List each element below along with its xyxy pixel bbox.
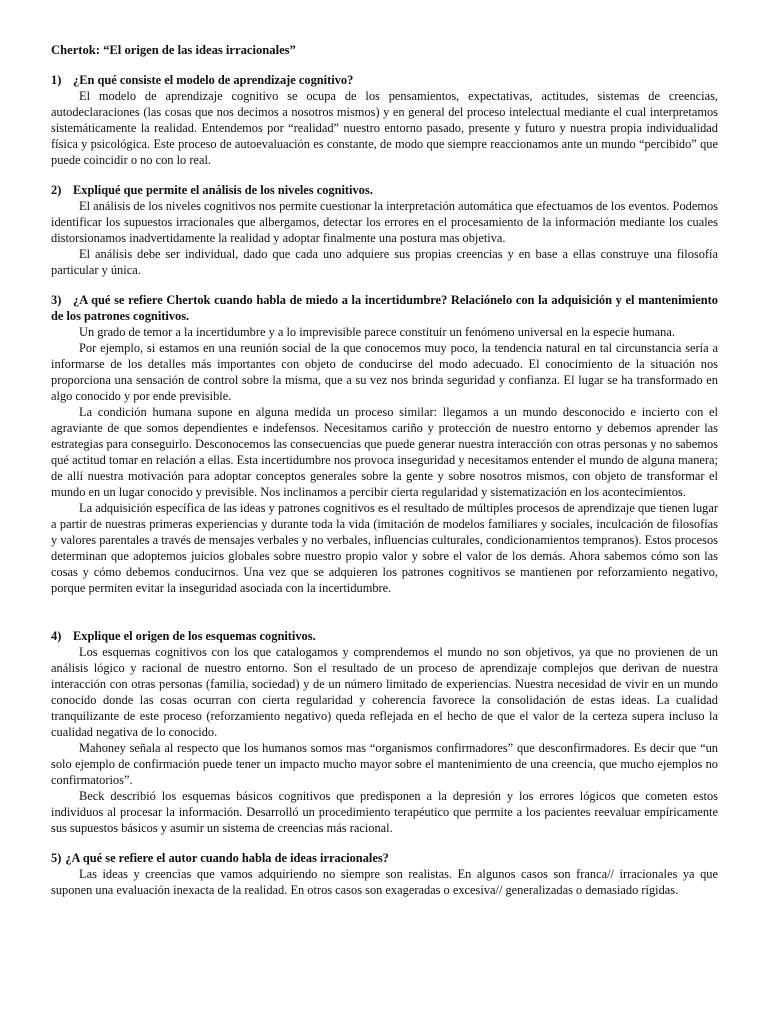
paragraph: El modelo de aprendizaje cognitivo se ocupa de los pensamientos, expectativas, actitudes, sistemas de creencias, autodeclaraciones (las cosas que nos decimos a nosotros mismos) y en general del proceso intelectual mediante el cual interpretamos sistemáticamente la realidad. Entendemos por “realidad” nuestro entorno pasado, presente y futuro y nuestra propia individualidad física y psicológica. Este proceso de autoevaluación es constante, de modo que siempre reaccionamos ante un mundo “percibido” que puede coincidir o no con lo real. (51, 89, 718, 167)
section-1 (51, 72, 718, 168)
section-heading-text: ¿A qué se refiere Chertok cuando habla de miedo a la incertidumbre? Relaciónelo con la adquisición y el mantenimiento de los patrones cognitivos. (51, 293, 718, 323)
paragraph: La adquisición específica de las ideas y patrones cognitivos es el resultado de múltiples procesos de aprendizaje que tienen lugar a partir de nuestras primeras experiencias y durante toda la vida (imitación de modelos familiares y sociales, inculcación de filosofías y valores parentales a través de mensajes verbales y no verbales, influencias culturales, condicionamientos tempranos). Estos procesos determinan que adoptemos juicios globales sobre nuestro propio valor y sobre el valor de los demás. Ahora sabemos cómo son las cosas y cómo debemos conducirnos. Una vez que se adquieren los patrones cognitivos se mantienen por reforzamiento negativo, porque permiten evitar la inseguridad asociada con la incertidumbre. (51, 501, 718, 595)
section-number: 5) (51, 851, 62, 865)
section-5 (51, 850, 718, 898)
section-heading (51, 628, 718, 644)
section-number: 1) (51, 73, 62, 87)
section-heading-text: ¿En qué consiste el modelo de aprendizaje cognitivo? (73, 73, 354, 87)
paragraph: El análisis de los niveles cognitivos nos permite cuestionar la interpretación automática que efectuamos de los eventos. Podemos identificar los supuestos irracionales que albergamos, detectar los errores en el procesamiento de la información mediante los cuales distorsionamos inadvertidamente la realidad y adoptar finalmente una postura mas objetiva. (51, 199, 718, 245)
section-heading (51, 182, 718, 198)
section-heading (51, 72, 718, 88)
section-heading (51, 850, 718, 866)
paragraph: El análisis debe ser individual, dado que cada uno adquiere sus propias creencias y en base a ellas construye una filosofía particular y única. (51, 247, 718, 277)
section-number: 4) (51, 629, 62, 643)
section-number: 2) (51, 183, 62, 197)
section-heading-text: ¿A qué se refiere el autor cuando habla de ideas irracionales? (65, 851, 389, 865)
section-heading-text: Expliqué que permite el análisis de los niveles cognitivos. (73, 183, 373, 197)
paragraph: Beck describió los esquemas básicos cognitivos que predisponen a la depresión y los errores lógicos que cometen estos individuos al procesar la información. Desarrolló un procedimiento terapéutico que permite a los pacientes reevaluar empíricamente sus supuestos básicos y asumir un sistema de creencias más racional. (51, 789, 718, 835)
paragraph: Por ejemplo, si estamos en una reunión social de la que conocemos muy poco, la tendencia natural en tal circunstancia sería a informarse de los detalles más importantes con objeto de conducirse del modo adecuado. El conocimiento de la situación nos proporciona una sensación de control sobre la misma, que a su vez nos brinda seguridad y confianza. El lugar se ha transformado en algo conocido y por ende previsible. (51, 341, 718, 403)
paragraph: Un grado de temor a la incertidumbre y a lo imprevisible parece constituir un fenómeno universal en la especie humana. (79, 325, 675, 339)
section-heading (51, 292, 718, 324)
paragraph: Las ideas y creencias que vamos adquiriendo no siempre son realistas. En algunos casos son franca// irracionales ya que suponen una evaluación inexacta de la realidad. En otros casos son exageradas o excesiva// generalizadas o demasiado rígidas. (51, 867, 718, 897)
paragraph: Mahoney señala al respecto que los humanos somos mas “organismos confirmadores” que desconfirmadores. Es decir que “un solo ejemplo de confirmación puede tener un impacto mucho mayor sobre el mantenimiento de una creencia, que mucho ejemplos no confirmatorios”. (51, 741, 718, 787)
section-number: 3) (51, 293, 62, 307)
paragraph: Los esquemas cognitivos con los que catalogamos y comprendemos el mundo no son objetivos, ya que no provienen de un análisis lógico y racional de nuestro entorno. Son el resultado de un proceso de aprendizaje complejos que derivan de nuestra interacción con otras personas (familia, sociedad) y de un número limitado de experiencias. Nuestra necesidad de vivir en un mundo conocido donde las cosas ocurran con cierta regularidad y coherencia favorece la consolidación de estas ideas. La cualidad tranquilizante de este proceso (reforzamiento negativo) queda reflejada en el hecho de que el valor de la certeza supera incluso la cualidad negativa de lo conocido. (51, 645, 718, 739)
section-4 (51, 628, 718, 836)
section-heading-text: Explique el origen de los esquemas cognitivos. (73, 629, 316, 643)
paragraph: La condición humana supone en alguna medida un proceso similar: llegamos a un mundo desconocido e incierto con el agraviante de que somos dependientes e indefensos. Necesitamos cariño y protección de nuestro entorno y debemos aprender las estrategias para conseguirlo. Desconocemos las consecuencias que puede generar nuestra interacción con otras personas y no sabemos qué actitud tomar en relación a ellas. Esta incertidumbre nos provoca inseguridad y necesitamos entender el mundo de alguna manera; de allí nuestra motivación para adoptar conceptos generales sobre la gente y sobre nosotros mismos, con objeto de transformar el mundo en un lugar conocido y previsible. Nos inclinamos a percibir cierta regularidad y sistematización en los acontecimientos. (51, 405, 718, 499)
document-title: Chertok: “El origen de las ideas irracionales” (51, 43, 296, 57)
section-2 (51, 182, 718, 278)
section-3 (51, 292, 718, 596)
